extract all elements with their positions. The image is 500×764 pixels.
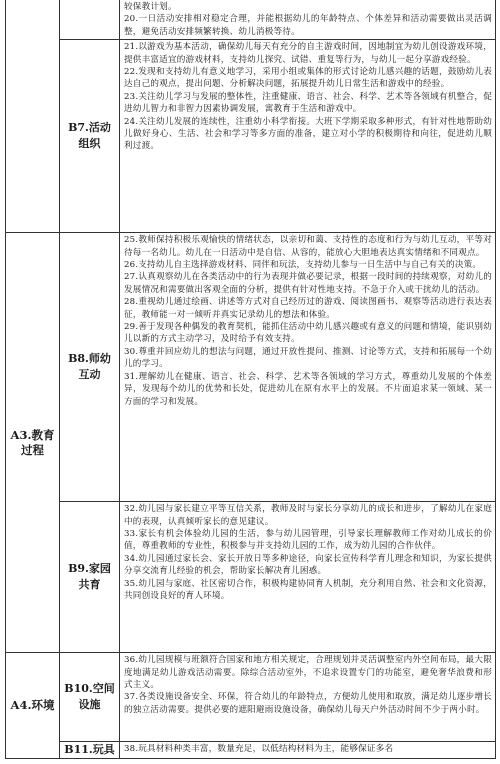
list-item: 32.幼儿园与家长建立平等互信关系，教师及时与家长分享幼儿的成长和进步，了解幼儿在家庭中的表现，认真倾听家长的意见建议。 [124, 504, 492, 527]
b7-content [120, 40, 496, 233]
list-item: 较保教计划。 [124, 2, 177, 12]
list-item: 21.以游戏为基本活动，确保幼儿每天有充分的自主游戏时间，因地制宜为幼儿创设游戏环境，提供丰富适宜的游戏材料，支持幼儿探究、试错、重复等行为，与幼儿一起分享游戏经验。 [124, 42, 492, 65]
list-item: 24.关注幼儿发展的连续性，注重幼小科学衔接。大班下学期采取多种形式，有针对性地帮助幼儿做好身心、生活、社会和学习等多方面的准备，建立对小学的积极期待和向往，促进幼儿顺利过渡。 [124, 116, 492, 152]
table-row-b9 [6, 502, 496, 653]
table-row-b7 [6, 40, 496, 233]
list-item: 23.关注幼儿学习与发展的整体性，注重健康、语言、社会、科学、艺术等各领域有机整合，促进幼儿智力和非智力因素协调发展，寓教育于生活和游戏中。 [124, 91, 492, 115]
list-item: 29.善于发现各种偶发的教育契机，能抓住活动中幼儿感兴趣或有意义的问题和情境，能识别幼儿以新的方式主动学习，及时给予有效支持。 [124, 322, 492, 345]
content-cell-continuation [120, 0, 496, 40]
list-item: 37.各类设施设备安全、环保，符合幼儿的年龄特点，方便幼儿使用和取放，满足幼儿逐步增长的独立活动需要。提供必要的遮阳避雨设施设备，确保幼儿每天户外活动时间不少于两小时。 [124, 692, 492, 715]
b8-label: B8.师幼 互动 [60, 233, 120, 502]
b8-content [120, 233, 496, 502]
evaluation-table [5, 0, 496, 759]
list-item: 27.认真观察幼儿在各类活动中的行为表现并做必要记录，根据一段时间的持续观察，对幼儿的发展情况和需要做出客观全面的分析，提供有针对性地支持。不急于介入或干扰幼儿的活动。 [124, 272, 492, 295]
b7-label: B7.活动 组织 [60, 40, 120, 233]
list-item: 33.家长有机会体验幼儿园的生活，参与幼儿园管理，引导家长理解教师工作对幼儿成长的价值，尊重教师的专业性，积极参与并支持幼儿园的工作，成为幼儿园的合作伙伴。 [124, 529, 492, 552]
list-item: 30.尊重并回应幼儿的想法与问题，通过开放性提问、推测、讨论等方式，支持和拓展每一个幼儿的学习。 [124, 346, 492, 370]
table-row-b11 [6, 742, 496, 759]
list-item: 34.幼儿园通过家长会、家长开放日等多种途径，向家长宣传科学育儿理念和知识，为家长提供分享交流育儿经验的机会，帮助家长解决育儿困惑。 [124, 553, 492, 577]
level2-cell-empty [60, 0, 120, 40]
list-item: 26.支持幼儿自主选择游戏材料、同伴和玩法，支持幼儿参与一日生活中与自己有关的决策。 [124, 260, 482, 271]
b9-label: B9.家园 共育 [60, 502, 120, 653]
b11-label: B11.玩具 [60, 742, 120, 759]
b10-content [120, 653, 496, 742]
table-row-continuation [6, 0, 496, 40]
list-item: 36.幼儿园规模与班额符合国家和地方相关规定，合理规划并灵活调整室内外空间布局，最大限度地满足幼儿游戏活动需要。除综合活动室外，不追求设置专门的功能室，避免奢华浪费和形式主义。 [124, 655, 492, 691]
b9-content [120, 502, 496, 653]
list-item: 38.玩具材料种类丰富，数量充足，以低结构材料为主，能够保证多名 [124, 744, 394, 755]
list-item: 20.一日活动安排相对稳定合理，并能根据幼儿的年龄特点、个体差异和活动需要做出灵活调整，避免活动安排频繁转换、幼儿消极等待。 [124, 14, 492, 37]
list-item: 22.发现和支持幼儿有意义地学习，采用小组或集体的形式讨论幼儿感兴趣的话题，鼓励幼儿表达自己的观点，提出问题、分析解决问题，拓展提升幼儿日常生活和游戏中的经验。 [124, 67, 492, 90]
b10-label: B10.空间 设施 [60, 653, 120, 742]
a4-label: A4.环境 [6, 653, 60, 759]
list-item: 35.幼儿园与家庭、社区密切合作，积极构建协同育人机制，充分利用自然、社会和文化资源，共同创设良好的育人环境。 [124, 578, 492, 602]
table-row-b10 [6, 653, 496, 742]
table-row-b8 [6, 233, 496, 502]
list-item: 25.教师保持积极乐观愉快的情绪状态，以亲切和蔼、支持性的态度和行为与幼儿互动，平等对待每一名幼儿。幼儿在一日活动中是自信、从容的，能放心大胆地表达真实情绪和不同观点。 [124, 235, 492, 258]
list-item: 31.理解幼儿在健康、语言、社会、科学、艺术等各领域的学习方式，尊重幼儿发展的个体差异，发现每个幼儿的优势和长处，促进幼儿在原有水平上的发展。不片面追求某一领域、某一方面的学习和发展。 [124, 371, 492, 407]
b11-content [120, 742, 496, 759]
a3-label: A3.教育 过程 [6, 233, 60, 653]
list-item: 28.重视幼儿通过绘画、讲述等方式对自己经历过的游戏、阅读图画书、观察等活动进行表达表征，教师能一对一倾听并真实记录幼儿的想法和体验。 [124, 297, 492, 320]
level1-cell-empty [6, 0, 60, 233]
